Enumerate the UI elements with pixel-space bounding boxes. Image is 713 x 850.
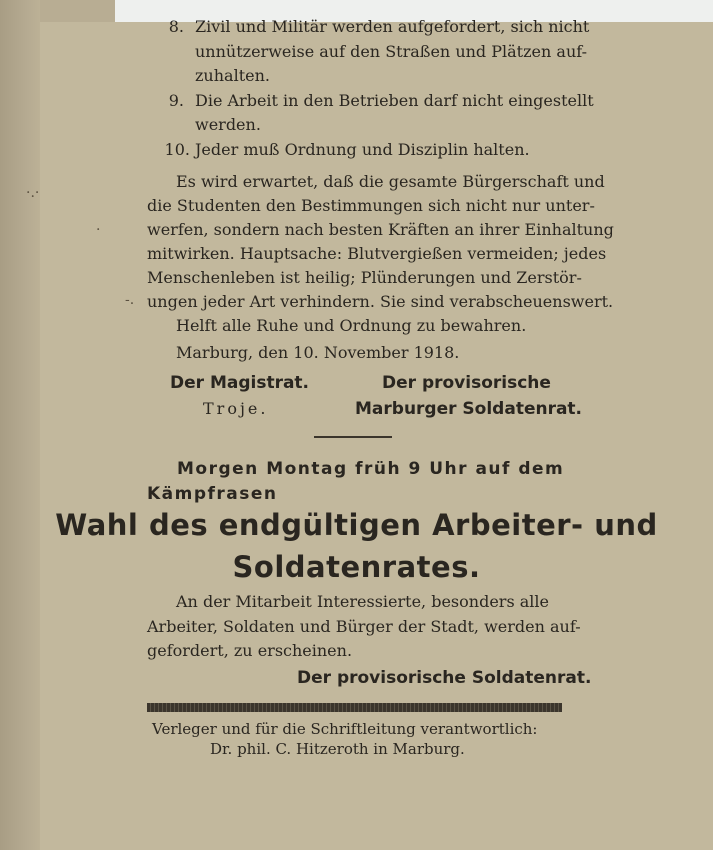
announcement-line-2: Kämpfrasen bbox=[147, 484, 278, 504]
paragraph-line: Helft alle Ruhe und Ordnung zu bewahren. bbox=[176, 316, 527, 335]
list-item-line: werden. bbox=[195, 115, 261, 134]
paragraph-line: werfen, sondern nach besten Kräften an ihrer Einhaltung bbox=[147, 220, 614, 239]
headline-line-2: Soldatenrates. bbox=[232, 550, 481, 584]
paper-speck: -. bbox=[125, 292, 135, 308]
signature-name-troje: Troje. bbox=[203, 399, 269, 418]
signature-magistrat: Der Magistrat. bbox=[170, 373, 310, 393]
announcement-body-line: An der Mitarbeit Interessierte, besonders alle bbox=[176, 592, 549, 611]
list-item-line: Jeder muß Ordnung und Disziplin halten. bbox=[195, 140, 530, 159]
list-item-line: Die Arbeit in den Betrieben darf nicht eingestellt bbox=[195, 91, 594, 110]
paragraph-line: mitwirken. Hauptsache: Blutvergießen vermeiden; jedes bbox=[147, 244, 607, 263]
announcement-signature: Der provisorische Soldatenrat. bbox=[297, 668, 592, 688]
paragraph-line: Es wird erwartet, daß die gesamte Bürgerschaft und bbox=[176, 172, 605, 191]
footer-publisher-line: Verleger und für die Schriftleitung verantwortlich: bbox=[152, 720, 538, 738]
announcement-line-1: Morgen Montag früh 9 Uhr auf dem bbox=[177, 459, 565, 479]
paper-speck: · bbox=[96, 222, 101, 238]
page-left-margin bbox=[0, 0, 40, 850]
list-number: 8. bbox=[168, 17, 184, 36]
list-item-line: unnützerweise auf den Straßen und Plätzen auf- bbox=[195, 42, 587, 61]
signature-soldatenrat-line2: Marburger Soldatenrat. bbox=[355, 399, 583, 419]
announcement-body-line: gefordert, zu erscheinen. bbox=[147, 641, 353, 660]
section-divider bbox=[314, 436, 392, 438]
paper-speck: ·.· bbox=[26, 185, 40, 201]
paragraph-line: Menschenleben ist heilig; Plünderungen und Zerstör- bbox=[147, 268, 582, 287]
list-item-line: zuhalten. bbox=[195, 66, 270, 85]
list-number: 10. bbox=[164, 140, 190, 159]
dateline: Marburg, den 10. November 1918. bbox=[176, 343, 460, 362]
headline-line-1: Wahl des endgültigen Arbeiter- und bbox=[55, 508, 658, 542]
signature-soldatenrat-line1: Der provisorische bbox=[382, 373, 551, 393]
paragraph-line: die Studenten den Bestimmungen sich nicht nur unter- bbox=[147, 196, 595, 215]
list-item-line: Zivil und Militär werden aufgefordert, sich nicht bbox=[195, 17, 590, 36]
footer-publisher-name: Dr. phil. C. Hitzeroth in Marburg. bbox=[210, 740, 465, 758]
paragraph-line: ungen jeder Art verhindern. Sie sind verabscheuenswert. bbox=[147, 292, 614, 311]
footer-divider bbox=[147, 703, 562, 712]
announcement-body-line: Arbeiter, Soldaten und Bürger der Stadt, werden auf- bbox=[147, 617, 581, 636]
list-number: 9. bbox=[168, 91, 184, 110]
